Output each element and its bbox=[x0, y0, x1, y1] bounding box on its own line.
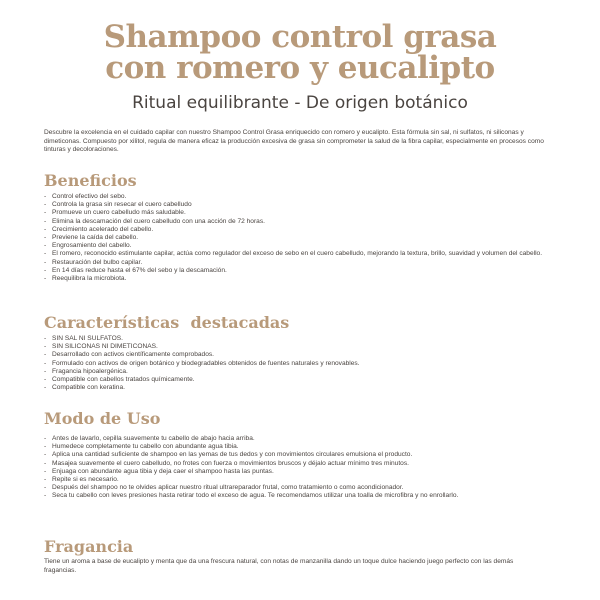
beneficio-item: - Control efectivo del sebo. bbox=[44, 193, 560, 201]
beneficio-item: - Promueve un cuero cabelludo más saludable. bbox=[44, 209, 560, 217]
modo-de-uso-step: - Humedece completamente tu cabello con abundante agua tibia. bbox=[44, 443, 560, 451]
caracteristica-item: - SIN SAL NI SULFATOS. bbox=[44, 335, 560, 343]
title-line-2: con romero y eucalipto bbox=[105, 50, 495, 86]
beneficio-item: - Reequilibra la microbiota. bbox=[44, 275, 560, 283]
modo-de-uso-step: - Repite si es necesario. bbox=[44, 476, 560, 484]
modo-de-uso-step: - Enjuaga con abundante agua tibia y deja caer el shampoo hasta las puntas. bbox=[44, 468, 560, 476]
beneficio-item: - En 14 días reduce hasta el 67% del sebo y la descamación. bbox=[44, 267, 560, 275]
beneficio-item: - Restauración del bulbo capilar. bbox=[44, 259, 560, 267]
modo-de-uso-list bbox=[44, 435, 560, 501]
caracteristica-item: - SIN SILICONAS NI DIMETICONAS. bbox=[44, 343, 560, 351]
modo-de-uso-step: - Antes de lavarlo, cepilla suavemente tu cabello de abajo hacia arriba. bbox=[44, 435, 560, 443]
caracteristicas-heading: Características destacadas bbox=[44, 313, 290, 332]
fragancia-heading: Fragancia bbox=[44, 537, 134, 556]
caracteristica-item: - Fragancia hipoalergénica. bbox=[44, 368, 560, 376]
caracteristica-item: - Compatible con cabellos tratados químicamente. bbox=[44, 376, 560, 384]
beneficios-list bbox=[44, 193, 560, 283]
beneficio-item: - Elimina la descamación del cuero cabelludo con una acción de 72 horas. bbox=[44, 218, 560, 226]
caracteristica-item: - Formulado con activos de origen botánico y biodegradables obtenidos de fuentes naturales y renovables. bbox=[44, 360, 560, 368]
modo-de-uso-step: - Seca tu cabello con leves presiones hasta retirar todo el exceso de agua. Te recomendamos utilizar una toalla de microfibra y no enrollarlo. bbox=[44, 492, 560, 500]
title-line-1: Shampoo control grasa bbox=[103, 19, 497, 55]
beneficio-item: - Controla la grasa sin resecar el cuero cabelludo bbox=[44, 201, 560, 209]
intro-paragraph: Descubre la excelencia en el cuidado capilar con nuestro Shampoo Control Grasa enriquecido con romero y eucalipto. Esta fórmula sin sal, ni sulfatos, ni siliconas y dimeticonas. Compuesto por xilitol, regula de manera eficaz la producción excesiva de grasa sin comprometer la salud de la fibra capilar, especialmente en procesos como tinturas y decoloraciones. bbox=[44, 129, 544, 154]
beneficios-heading: Beneficios bbox=[44, 171, 137, 190]
caracteristica-item: - Desarrollado con activos científicamente comprobados. bbox=[44, 351, 560, 359]
modo-de-uso-step: - Después del shampoo no te olvides aplicar nuestro ritual ultrareparador frutal, como tratamiento o como acondicionador. bbox=[44, 484, 560, 492]
caracteristica-item: - Compatible con keratina. bbox=[44, 384, 560, 392]
fragancia-text: Tiene un aroma a base de eucalipto y menta que da una frescura natural, con notas de manzanilla dando un toque dulce haciendo juego perfecto con las demás fragancias. bbox=[44, 558, 514, 574]
page-title bbox=[0, 19, 600, 86]
caracteristicas-list bbox=[44, 335, 560, 392]
beneficio-item: - Previene la caída del cabello. bbox=[44, 234, 560, 242]
page-subtitle: Ritual equilibrante - De origen botánico bbox=[132, 93, 468, 113]
modo-de-uso-step: - Aplica una cantidad suficiente de shampoo en las yemas de tus dedos y con movimientos circulares emulsiona el producto. bbox=[44, 451, 560, 459]
modo-de-uso-step: - Masajea suavemente el cuero cabelludo, no frotes con fuerza o movimientos bruscos y déjalo actuar mínimo tres minutos. bbox=[44, 460, 560, 468]
modo-de-uso-heading: Modo de Uso bbox=[44, 409, 161, 428]
beneficio-item: - Crecimiento acelerado del cabello. bbox=[44, 226, 560, 234]
beneficio-item: - El romero, reconocido estimulante capilar, actúa como regulador del exceso de sebo en el cuero cabelludo, mejorando la textura, brillo, suavidad y volumen del cabello. bbox=[44, 250, 560, 258]
beneficio-item: - Engrosamiento del cabello. bbox=[44, 242, 560, 250]
